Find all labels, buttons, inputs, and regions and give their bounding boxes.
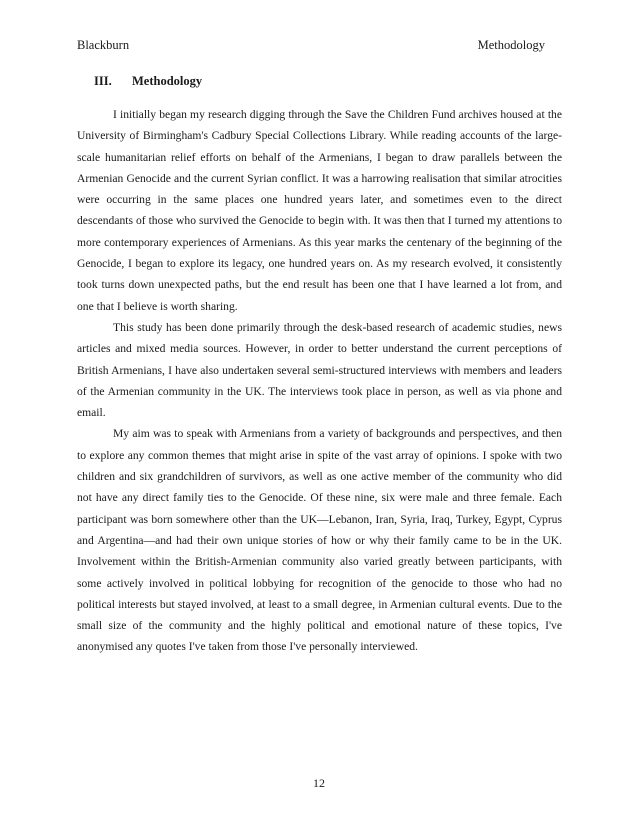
body-text [77, 104, 562, 658]
running-header [77, 38, 545, 53]
section-title: Methodology [132, 74, 203, 88]
paragraph: My aim was to speak with Armenians from a variety of backgrounds and perspectives, and then to explore any common themes that might arise in spite of the vast array of opinions. I spoke with two children and six grandchildren of survivors, as well as one active member of the community who did not have any direct family ties to the Genocide. Of these nine, six were male and three female. Each participant was born somewhere other than the UK—Lebanon, Iran, Syria, Iraq, Turkey, Egypt, Cyprus and Argentina—and had their own unique stories of how or why their family came to be in the UK. Involvement within the British-Armenian community also varied greatly between participants, with some actively involved in political lobbying for recognition of the genocide to those who had no political interests but stayed involved, at least to a small degree, in Armenian cultural events. Due to the small size of the community and the highly political and emotional nature of these topics, I've anonymised any quotes I've taken from those I've personally interviewed. [77, 427, 562, 654]
section-heading [94, 74, 202, 89]
header-section: Methodology [477, 38, 545, 52]
paragraph: I initially began my research digging through the Save the Children Fund archives housed at the University of Birmingham's Cadbury Special Collections Library. While reading accounts of the large-scale humanitarian relief efforts on behalf of the Armenians, I began to draw parallels between the Armenian Genocide and the current Syrian conflict. It was a harrowing realisation that similar atrocities were occurring in the same places one hundred years later, and sometimes even to the direct descendants of those who survived the Genocide to begin with. It was then that I turned my attentions to more contemporary experiences of Armenians. As this year marks the centenary of the beginning of the Genocide, I began to explore its legacy, one hundred years on. As my research evolved, it consistently took turns down unexpected paths, but the end result has been one that I have learned a lot from, and one that I believe is worth sharing. [77, 108, 562, 313]
section-number: III. [94, 74, 112, 88]
page-number: 12 [313, 776, 325, 790]
header-author: Blackburn [77, 38, 130, 52]
paragraph: This study has been done primarily through the desk-based research of academic studies, news articles and mixed media sources. However, in order to better understand the current perceptions of British Armenians, I have also undertaken several semi-structured interviews with members and leaders of the Armenian community in the UK. The interviews took place in person, as well as via phone and email. [77, 320, 562, 420]
